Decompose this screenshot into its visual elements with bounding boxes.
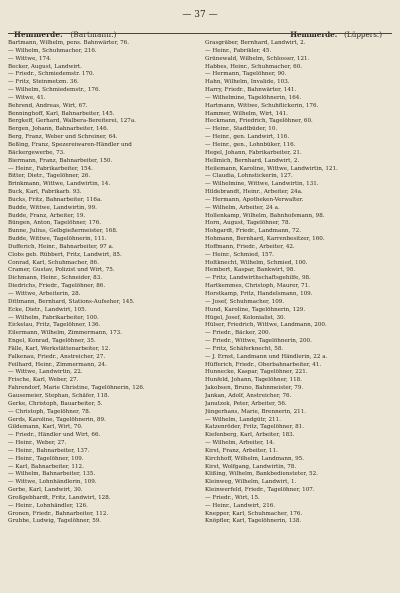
directory-entry: Bergkeff, Gerhard, Walbera-Bereiterei, 127a. [8, 118, 136, 125]
directory-entry: Diedrichs, Friedr., Tagelöhner, 86. [8, 283, 106, 290]
directory-entry: — Wittwe, Lohnhändlerin, 109. [8, 479, 97, 486]
directory-entry: — Wilhelm, Fabrikarbeiter, 100. [8, 314, 99, 321]
directory-entry: Beßing, Franz, Spezereiwaren-Händler und [8, 141, 132, 148]
directory-entry: Jankan, Adolf, Anstreicher, 76. [205, 392, 292, 399]
directory-entry: Berg, Franz, Weber und Schreiner, 64. [8, 134, 118, 141]
directory-entry: — Wittwe, Arbeiterin, 28. [8, 291, 81, 297]
directory-entry: Fälle, Karl, Werkstättenarbeiter, 12. [8, 345, 111, 352]
columns [8, 40, 392, 587]
directory-entry: Budde, Wittwe, Tagelöhnerin, 111. [8, 236, 107, 243]
directory-entry: — Karl, Bahnarbeiter, 112. [8, 463, 84, 470]
directory-entry: Hollenkamp, Wilhelm, Bahnhofsmann, 98. [205, 212, 325, 219]
directory-entry: Heckmann, Friedrich, Tagelöhner, 60. [205, 118, 313, 125]
directory-entry: Hildebrandt, Heinr., Arbeiter, 24a. [205, 189, 303, 196]
directory-entry: Kirchhoff, Wilhelm, Landmann, 95. [205, 455, 304, 462]
directory-entry: — Heinr., Tagelöhner, 109. [8, 455, 84, 462]
directory-entry: Engel, Konrad, Tagelöhner, 35. [8, 338, 96, 345]
directory-entry: Feilhard, Heinr., Zimmermann, 24. [8, 361, 107, 368]
directory-entry: Gerke, Christoph, Bauarbeiter, 5. [8, 400, 103, 407]
directory-entry: — Christoph, Tagelöhner, 78. [8, 408, 91, 415]
directory-entry: Hahn, Wilhelm, Invalide, 103. [205, 79, 290, 86]
directory-entry: Grasgräber, Bernhard, Landwirt, 2. [205, 40, 306, 46]
right-hint: (Lüppers.) [344, 30, 382, 39]
directory-entry: Bunne, Julius, Gelbgießermeister, 168. [8, 228, 118, 235]
directory-entry: Gerds, Karoline, Tagelöhnerin, 89. [8, 416, 106, 423]
directory-entry: Knöpfler, Karl, Tagelöhnerin, 138. [205, 518, 302, 525]
directory-entry: — Friedr., Bäcker, 200. [205, 330, 271, 337]
directory-entry: Hohgardt, Friedr., Landmann, 72. [205, 228, 301, 235]
directory-entry: Habbes, Heinr., Schuhmacher, 60. [205, 63, 303, 70]
directory-entry: — Wilhelm, Arbeiter, 24 a. [205, 204, 280, 211]
directory-entry: Hammer, Wilhelm, Wirt, 141. [205, 110, 288, 117]
directory-entry: — Heinr., Weber, 27. [8, 440, 67, 447]
directory-entry: Behrend, Andreas, Wirt, 67. [8, 102, 88, 109]
directory-entry: Hunfeld, Johann, Tagelöhner, 118. [205, 377, 302, 384]
directory-entry: Hembert, Kaspar, Bankwirt, 98. [205, 267, 296, 274]
directory-entry: Kiefenberg, Karl, Arbeiter, 183. [205, 432, 295, 439]
directory-entry: Biermann, Franz, Bahnarbeiter, 150. [8, 157, 113, 164]
left-column [8, 40, 195, 587]
directory-entry: Frische, Karl, Weber, 27. [8, 377, 79, 384]
directory-entry: Brinkmann, Wittwe, Landwirtin, 14. [8, 181, 111, 188]
directory-entry: Bäckergewerbe, 73. [8, 149, 65, 156]
directory-entry: — Heinr., gen. Landwirt, 116. [205, 134, 290, 141]
directory-entry: — Wilhelmine, Tagelöhnerin, 164. [205, 94, 302, 101]
left-hint: (Bartmann.) [70, 30, 117, 39]
directory-entry: Hohmann, Bernhard, Karrenbesitzer, 160. [205, 236, 325, 243]
directory-entry: Grünewald, Wilhelm, Schlosser, 121. [205, 55, 310, 62]
directory-entry: — Josef, Schuhmacher, 109. [205, 298, 285, 305]
directory-entry: Jakobsen, Bruno, Bahnmeister, 79. [205, 385, 304, 392]
directory-entry: Janutzek, Peter, Arbeiter, 56. [205, 400, 287, 407]
directory-entry: — Heinr., Lohnhändler, 126. [8, 502, 88, 509]
directory-entry: Großgebhardt, Fritz, Landwirt, 128. [8, 494, 111, 501]
directory-entry: — Fritz, Landwirthschaftsgehilfe, 98. [205, 275, 311, 282]
directory-entry: Bucks, Fritz, Bahnarbeiter, 116a. [8, 196, 103, 203]
directory-entry: Hülser, Friedrich, Wittwe, Landmann, 200. [205, 322, 327, 329]
directory-entry: — Wittwe, 174. [8, 55, 52, 62]
directory-entry: — Claudia, Lohnstickerin, 127. [205, 173, 293, 180]
directory-entry: — Witwe, 41. [8, 94, 46, 101]
directory-entry: Bergen, Johann, Bahnarbeiter, 146. [8, 126, 109, 133]
directory-entry: Grubbe, Ludwig, Tagelöhner, 59. [8, 518, 102, 525]
page-number: — 37 — [182, 10, 218, 20]
directory-entry: Jüngerhans, Marie, Brennerin, 211. [205, 408, 307, 415]
directory-entry: — Friedr., Wirt, 15. [205, 494, 260, 501]
directory-entry: — Fritz, Schäferknecht, 58. [205, 345, 284, 352]
directory-entry: Eickelau, Fritz, Tagelöhner, 136. [8, 322, 101, 329]
directory-entry: — Wilhelmine, Wittwe, Landwirtin, 131. [205, 181, 319, 188]
directory-entry: Horn, August, Tagelöhner, 78. [205, 220, 291, 227]
directory-entry: — Heinr., Fabrikler, 45. [205, 47, 272, 54]
directory-entry: Hüfferich, Friedr., Oberbahnarbeiter, 41. [205, 361, 322, 368]
directory-entry: Ecke, Dietr., Landwirt, 105. [8, 306, 87, 313]
directory-entry: Holtknecht, Wilhelm, Schmied, 100. [205, 259, 308, 266]
directory-entry: Budde, Wittwe, Landwirtin, 99. [8, 204, 97, 211]
directory-entry: Knepper, Karl, Schuhmacher, 176. [205, 510, 303, 517]
directory-entry: Fahrendorf, Marie Christine, Tagelöhnerin, 126. [8, 385, 145, 392]
directory-entry: Benninghoff, Karl, Bahnarbeiter, 145. [8, 110, 115, 117]
directory-entry: — Wittwe, Landwirtin, 22. [8, 369, 83, 376]
directory-entry: Cramer, Gustav, Polizist und Wirt, 75. [8, 267, 115, 274]
directory-entry: — Hermann, Tagelöhner, 90. [205, 71, 287, 78]
directory-entry: — Friedr., Schmiedemstr. 170. [8, 71, 95, 78]
directory-entry: Conrad, Karl, Schuhmacher, 86. [8, 259, 99, 266]
directory-entry: Gausemeier, Stephan, Schäfer, 118. [8, 392, 110, 399]
directory-entry: — Heinr., Bahnarbeiter, 137. [8, 447, 90, 454]
directory-entry: Horstkamp, Fritz, Handelsmann, 109. [205, 291, 313, 297]
directory-entry: Harry, Friedr., Bahnwärter, 141. [205, 87, 297, 94]
directory-entry: Hügel, Josef, Kolonialist, 30. [205, 314, 286, 321]
directory-entry: Bartmann, Wilhelm, pens. Bahnwärter, 76. [8, 40, 129, 46]
directory-entry: Dichmann, Heinr., Schneider, 83. [8, 275, 103, 282]
directory-entry: Becker, August, Landwirt. [8, 63, 82, 70]
directory-entry: Hellmich, Bernhard, Landwirt, 2. [205, 157, 300, 164]
directory-entry: Buck, Karl, Fabrikarb. 93. [8, 189, 82, 196]
directory-entry: — Heinr., Schmied, 157. [205, 251, 274, 258]
directory-entry: Hegel, Johann, Fabrikarbeiter, 21. [205, 149, 302, 156]
directory-entry: Hunnecke, Kaspar, Tagelöhner, 221. [205, 369, 308, 376]
directory-entry: — Wilhelm, Arbeiter, 14. [205, 440, 275, 447]
page-header [6, 6, 394, 39]
directory-entry: Hund, Karoline, Tagelöhnerin, 129. [205, 306, 306, 313]
directory-entry: Gerbe, Karl, Landwirt, 30. [8, 487, 83, 494]
directory-entry: Hoffmann, Friedr., Arbeiter, 42. [205, 243, 295, 250]
directory-entry: Dittmann, Bernhard, Stations-Aufseher, 145. [8, 298, 135, 305]
directory-entry: — Heinr., gen., Lohnbüker, 116. [205, 141, 296, 148]
directory-entry: Klißing, Wilhelm, Bankbediensteter, 52. [205, 471, 318, 478]
directory-entry: — Friedr., Wittwe, Tagelöhnerin, 200. [205, 338, 312, 345]
directory-entry: Falkenau, Friedr., Anstreicher, 27. [8, 353, 106, 360]
directory-entry: Büngen, Anton, Tagelöhner, 176. [8, 220, 102, 227]
directory-entry: Kirst, Wolfgang, Landwirtin, 78. [205, 463, 297, 470]
right-running-head [290, 30, 382, 39]
directory-entry: Kleinwerfeld, Friedr., Tagelöhner, 107. [205, 487, 315, 494]
directory-entry: Gildemann, Karl, Wirt, 70. [8, 424, 83, 431]
directory-entry: Gronen, Friedr., Bahnarbeiter, 112. [8, 510, 109, 517]
directory-entry: Bitter, Dietr., Tagelöhner, 26. [8, 173, 91, 180]
directory-entry: — Wilhelm, Bahnarbeiter, 135. [8, 471, 96, 478]
directory-entry: Hartmann, Wittwe, Schuhflickerin, 176. [205, 102, 319, 109]
directory-entry: Budde, Franz, Arbeiter, 19. [8, 212, 86, 219]
directory-entry: Kleinweg, Wilhelm, Landwirt, 1. [205, 479, 297, 486]
left-surname: Hemmerde. [14, 30, 63, 39]
header-rule [8, 33, 392, 34]
directory-entry: Katzenröder, Fritz, Tagelöhner, 81. [205, 424, 304, 431]
directory-entry: — Friedr., Händler und Wirt, 66. [8, 432, 101, 439]
directory-entry: — Heinr., Stadtbüder, 10. [205, 126, 278, 133]
directory-entry: — Wilhelm, Schmiedemstr., 176. [8, 87, 101, 94]
directory-entry: Hartkemmes, Christoph, Maurer, 71. [205, 283, 310, 290]
right-column [205, 40, 392, 587]
directory-entry: Heilemann, Karoline, Wittwe, Landwirtin, 121. [205, 165, 338, 172]
directory-entry: — J. Ernst, Landmann und Händlerin, 22 a. [205, 353, 328, 360]
right-surname: Hemmerde. [290, 30, 338, 39]
directory-entry: — Wilhelm, Landgütr, 211. [205, 416, 281, 423]
directory-entry: — Hermann, Apotheken-Verwalter. [205, 196, 304, 203]
directory-entry: Kirst, Franz, Arbeiter, 11. [205, 447, 278, 454]
directory-entry: — Fritz, Steinmetzm. 36. [8, 79, 79, 86]
directory-entry: Dufferich, Heinr., Bahnarbeiter, 97 a. [8, 243, 114, 250]
directory-entry: Clobs geb. Rübbert, Fritz, Landwirt, 85. [8, 251, 122, 258]
directory-entry: — Heinr., Fabrikarbeiter, 154. [8, 165, 93, 172]
directory-entry: Eilermann, Wilhelm, Zimmermann, 173. [8, 330, 122, 337]
left-running-head [14, 30, 117, 39]
directory-entry: — Wilhelm, Schuhmacher, 216. [8, 47, 97, 54]
directory-entry: — Heinr., Landwirt, 216. [205, 502, 276, 509]
